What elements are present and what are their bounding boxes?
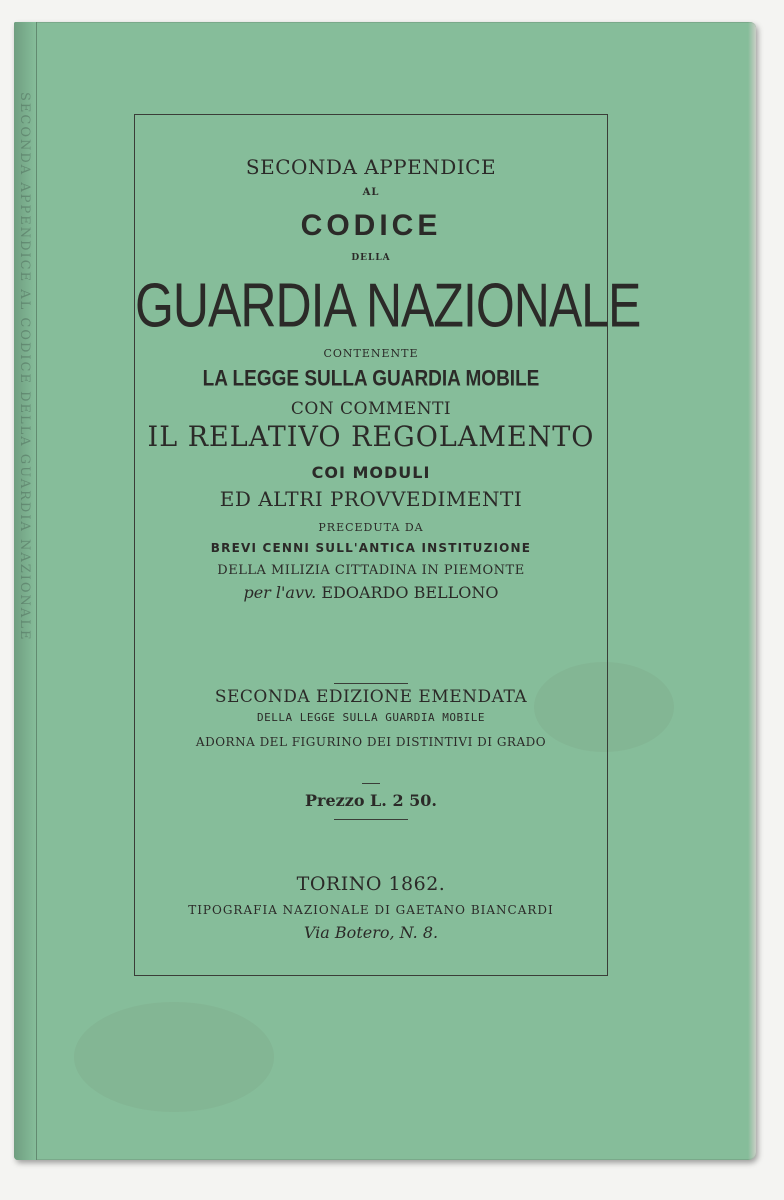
short-dash-rule — [362, 783, 380, 784]
brevi-cenni: BREVI CENNI SULL'ANTICA INSTITUZIONE — [210, 541, 532, 555]
book-spine — [14, 22, 37, 1160]
figurino-line: ADORNA DEL FIGURINO DEI DISTINTIVI DI GRADO — [195, 735, 547, 749]
milizia-cittadina: DELLA MILIZIA CITTADINA IN PIEMONTE — [217, 563, 525, 578]
con-commenti: CON COMMENTI — [290, 399, 452, 419]
coi-moduli: COI MODULI — [311, 463, 431, 482]
divider-rule — [334, 683, 408, 684]
subtitle-regolamento: IL RELATIVO REGOLAMENTO — [147, 421, 595, 454]
subtitle-provvedimenti: ED ALTRI PROVVEDIMENTI — [219, 487, 523, 511]
divider-rule — [334, 819, 408, 820]
author-line — [135, 583, 607, 602]
imprint-place-year: TORINO 1862. — [296, 873, 446, 895]
imprint-printer: TIPOGRAFIA NAZIONALE DI GAETANO BIANCARDI — [188, 903, 554, 917]
connector-della: DELLA — [351, 253, 391, 263]
spine-text: SECONDA APPENDICE AL CODICE DELLA GUARDIA NAZIONALE — [17, 92, 32, 642]
edition-subline: DELLA LEGGE SULLA GUARDIA MOBILE — [257, 711, 485, 724]
price-line: Prezzo L. 2 50. — [305, 791, 437, 810]
book-cover — [14, 22, 756, 1160]
author-name: EDOARDO BELLONO — [321, 583, 499, 602]
subtitle-legge: LA LEGGE SULLA GUARDIA MOBILE — [202, 367, 540, 392]
codice-heading: CODICE — [300, 209, 442, 242]
edition-line: SECONDA EDIZIONE EMENDATA — [214, 687, 528, 707]
author-prefix: per l'avv. — [243, 583, 317, 602]
connector-al: AL — [362, 187, 380, 198]
main-title: GUARDIA NAZIONALE — [135, 270, 641, 341]
appendix-heading: SECONDA APPENDICE — [245, 155, 497, 179]
imprint-address: Via Botero, N. 8. — [303, 923, 439, 942]
contenente-label: CONTENENTE — [323, 347, 419, 360]
title-frame — [134, 114, 641, 976]
page-edge — [748, 22, 756, 1160]
paper-stain — [74, 1002, 274, 1112]
preceduta-da: PRECEDUTA DA — [318, 521, 424, 534]
